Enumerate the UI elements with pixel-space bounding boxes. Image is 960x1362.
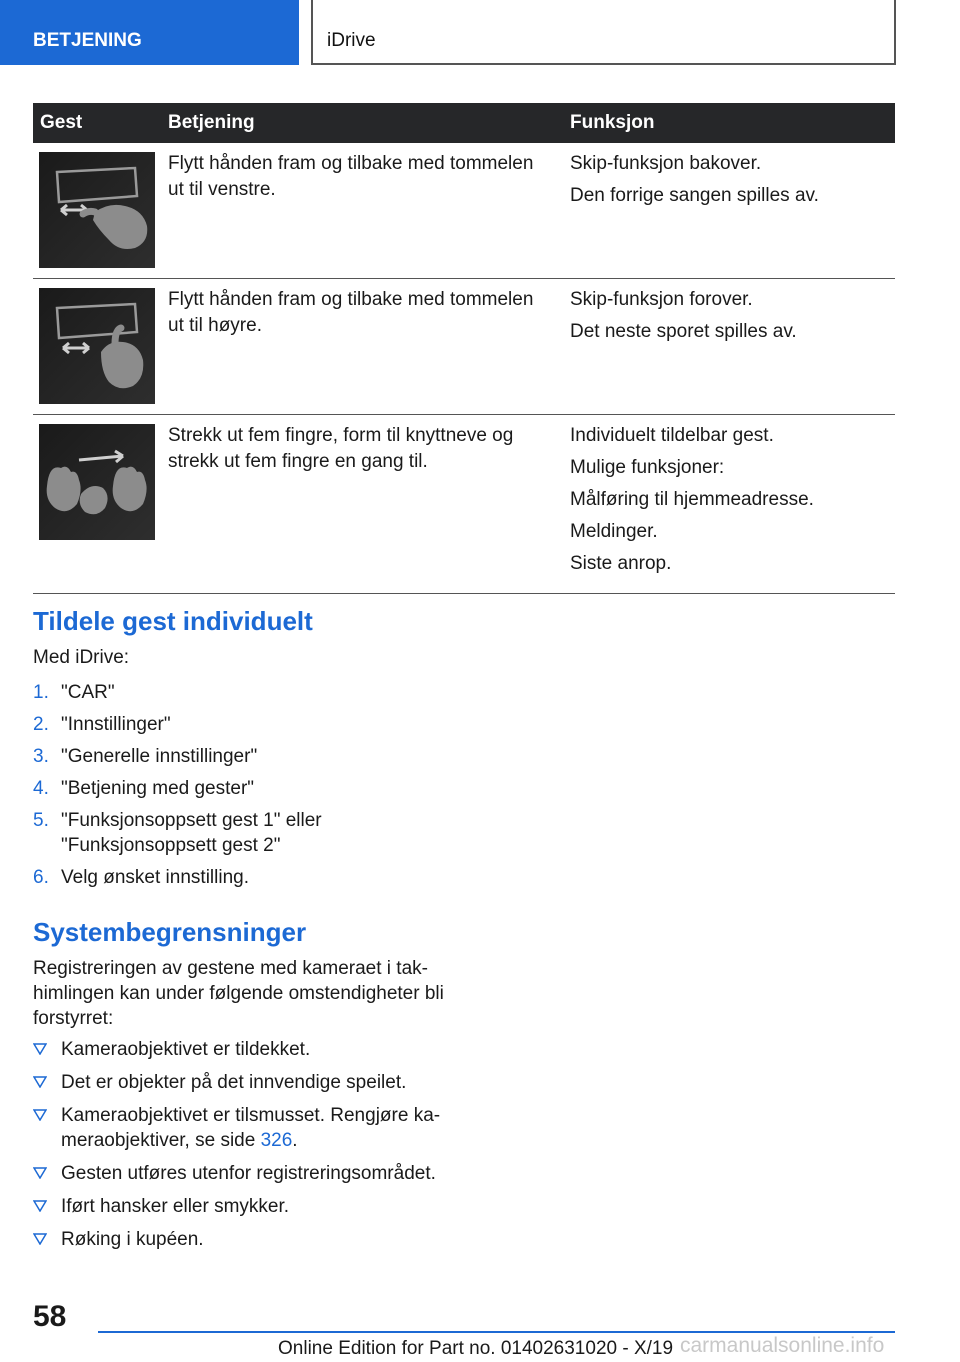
step-text: "Innstillinger" bbox=[61, 714, 171, 735]
gesture-function: Den forrige sangen spilles av. bbox=[570, 185, 819, 206]
list-item bbox=[33, 744, 453, 769]
step-text: "Funksjonsoppsett gest 1" eller "Funksjonsoppsett gest 2" bbox=[61, 810, 322, 856]
triangle-bullet-icon bbox=[33, 1076, 47, 1088]
list-item bbox=[33, 776, 453, 801]
assign-intro: Med iDrive: bbox=[33, 647, 130, 668]
gesture-image-cell bbox=[33, 143, 161, 279]
bullet-text: Kameraobjektivet er tilsmusset. Rengjøre kameraobjektiver, se side bbox=[61, 1105, 441, 1151]
list-item bbox=[33, 865, 453, 890]
table-header-row bbox=[33, 103, 895, 143]
system-limits-heading: Systembegrensninger bbox=[33, 917, 307, 947]
assign-steps-list bbox=[33, 680, 453, 897]
hand-thumb-right-gesture-icon bbox=[39, 288, 155, 404]
assign-gesture-heading: Tildele gest individuelt bbox=[33, 606, 313, 636]
system-limits-list bbox=[33, 1037, 463, 1260]
bullet-text: Kameraobjektivet er tildekket. bbox=[61, 1039, 311, 1060]
bullet-text: Det er objekter på det innvendige speilet. bbox=[61, 1072, 407, 1093]
table-row bbox=[33, 415, 895, 594]
gesture-image-cell bbox=[33, 415, 161, 594]
step-text: Velg ønsket innstilling. bbox=[61, 867, 249, 888]
gesture-function-cell bbox=[563, 279, 895, 415]
footer-edition: Online Edition for Part no. 01402631020 - X/19 bbox=[278, 1338, 674, 1359]
section-title: BETJENING bbox=[33, 30, 142, 51]
bullet-text: Røking i kupéen. bbox=[61, 1229, 204, 1250]
gesture-table bbox=[33, 103, 895, 594]
chapter-title: iDrive bbox=[327, 30, 376, 51]
list-item bbox=[33, 712, 453, 737]
list-item bbox=[33, 808, 453, 858]
gesture-function-cell bbox=[563, 143, 895, 279]
gesture-function: Målføring til hjemmeadresse. bbox=[570, 489, 814, 510]
section-tab bbox=[0, 0, 299, 65]
list-item bbox=[33, 680, 453, 705]
triangle-bullet-icon bbox=[33, 1200, 47, 1212]
triangle-bullet-icon bbox=[33, 1233, 47, 1245]
gesture-function: Det neste sporet spilles av. bbox=[570, 321, 797, 342]
list-item bbox=[33, 1070, 463, 1095]
gesture-image-cell bbox=[33, 279, 161, 415]
list-item bbox=[33, 1161, 463, 1186]
gesture-function: Siste anrop. bbox=[570, 553, 672, 574]
table-row bbox=[33, 143, 895, 279]
gesture-function: Meldinger. bbox=[570, 521, 658, 542]
column-header-funksjon: Funksjon bbox=[563, 103, 895, 143]
gesture-function: Skip-funksjon forover. bbox=[570, 289, 753, 310]
chapter-tab bbox=[311, 0, 896, 65]
table-row bbox=[33, 279, 895, 415]
watermark: carmanualsonline.info bbox=[680, 1334, 885, 1357]
gesture-operation: Flytt hånden fram og tilbake med tommelen ut til venstre. bbox=[161, 143, 563, 279]
bullet-text: Iført hansker eller smykker. bbox=[61, 1196, 290, 1217]
gesture-function: Mulige funksjoner: bbox=[570, 457, 725, 478]
step-number: 1. bbox=[33, 682, 49, 703]
system-limits-intro: Registreringen av gestene med kameraet i takhimlingen kan under følgende omstendigheter bli forstyrret: bbox=[33, 958, 444, 1029]
list-item bbox=[33, 1194, 463, 1219]
step-number: 2. bbox=[33, 714, 49, 735]
step-number: 4. bbox=[33, 778, 49, 799]
column-header-gest: Gest bbox=[33, 103, 161, 143]
gesture-function-cell bbox=[563, 415, 895, 594]
triangle-bullet-icon bbox=[33, 1167, 47, 1179]
column-header-betjening: Betjening bbox=[161, 103, 563, 143]
list-item bbox=[33, 1037, 463, 1062]
five-fingers-fist-gesture-icon bbox=[39, 424, 155, 540]
step-text: "Betjening med gester" bbox=[61, 778, 255, 799]
gesture-operation: Strekk ut fem fingre, form til knyttneve og strekk ut fem fingre en gang til. bbox=[161, 415, 563, 594]
gesture-operation: Flytt hånden fram og tilbake med tommelen ut til høyre. bbox=[161, 279, 563, 415]
triangle-bullet-icon bbox=[33, 1043, 47, 1055]
triangle-bullet-icon bbox=[33, 1109, 47, 1121]
step-text: "Generelle innstillinger" bbox=[61, 746, 258, 767]
footer-divider bbox=[98, 1331, 895, 1333]
gesture-function: Skip-funksjon bakover. bbox=[570, 153, 762, 174]
list-item bbox=[33, 1103, 463, 1153]
step-number: 6. bbox=[33, 867, 49, 888]
bullet-text-suffix: . bbox=[292, 1130, 298, 1151]
gesture-function: Individuelt tildelbar gest. bbox=[570, 425, 774, 446]
step-text: "CAR" bbox=[61, 682, 115, 703]
step-number: 3. bbox=[33, 746, 49, 767]
page-number: 58 bbox=[33, 1300, 67, 1333]
list-item bbox=[33, 1227, 463, 1252]
step-number: 5. bbox=[33, 810, 49, 831]
hand-thumb-left-gesture-icon bbox=[39, 152, 155, 268]
page-reference-link[interactable]: 326 bbox=[260, 1130, 293, 1151]
bullet-text: Gesten utføres utenfor registreringsområdet. bbox=[61, 1163, 436, 1184]
